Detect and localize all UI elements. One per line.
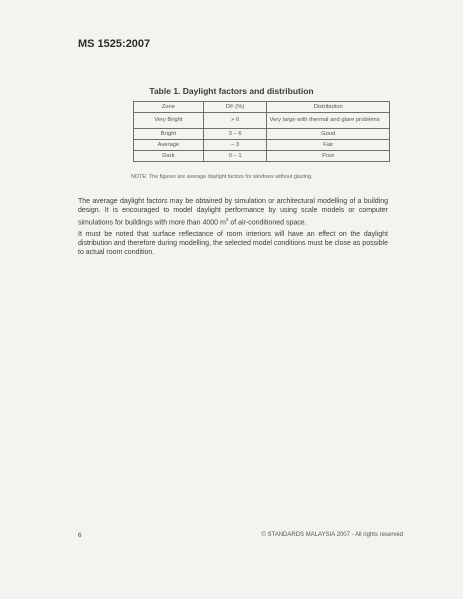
table-caption: Table 1. Daylight factors and distribution [149,86,314,96]
document-code: MS 1525:2007 [78,38,151,50]
column-header-distribution: Distribution [267,102,390,113]
paragraph-simulation-text: The average daylight factors may be obtained by simulation or architectural modelling of a building design. It is encouraged to model daylight performance by using scale models or computer simulations for buildings with more than 4000 m [78,198,388,227]
table-cell-df: – 3 [203,140,267,151]
area-unit-superscript: 2 [225,217,229,222]
table-row [134,140,390,151]
table-header-row [134,102,390,113]
paragraph-simulation-tail: of air-conditioned space. [228,219,307,227]
table-cell-distribution: Very large with thermal and glare problems [267,113,390,129]
paragraph-reflectance: It must be noted that surface reflectance of room interiors will have an effect on the daylight distribution and therefore during modelling, the selected model conditions must be close as possible to actual room condition. [78,231,388,256]
paragraph-simulation [78,197,388,227]
table-cell-distribution: Poor [267,151,390,162]
table-cell-distribution: Good [267,129,390,140]
table-cell-zone: Very Bright [134,113,204,129]
column-header-df: DF (%) [203,102,267,113]
table-row [134,113,390,129]
table-cell-zone: Average [134,140,204,151]
table-cell-zone: Bright [134,129,204,140]
table-note: NOTE: The figures are average daylight factors for windows without glazing. [131,174,313,180]
table-row [134,151,390,162]
page-number: 6 [78,532,82,539]
table-cell-distribution: Fair [267,140,390,151]
table-cell-df: 0 – 1 [203,151,267,162]
table-cell-zone: Dark [134,151,204,162]
table-cell-df: > 6 [203,113,267,129]
copyright-notice: © STANDARDS MALAYSIA 2007 - All rights reserved [261,532,403,538]
daylight-factor-table [133,101,390,162]
table-row [134,129,390,140]
table-cell-df: 3 – 6 [203,129,267,140]
column-header-zone: Zone [134,102,204,113]
